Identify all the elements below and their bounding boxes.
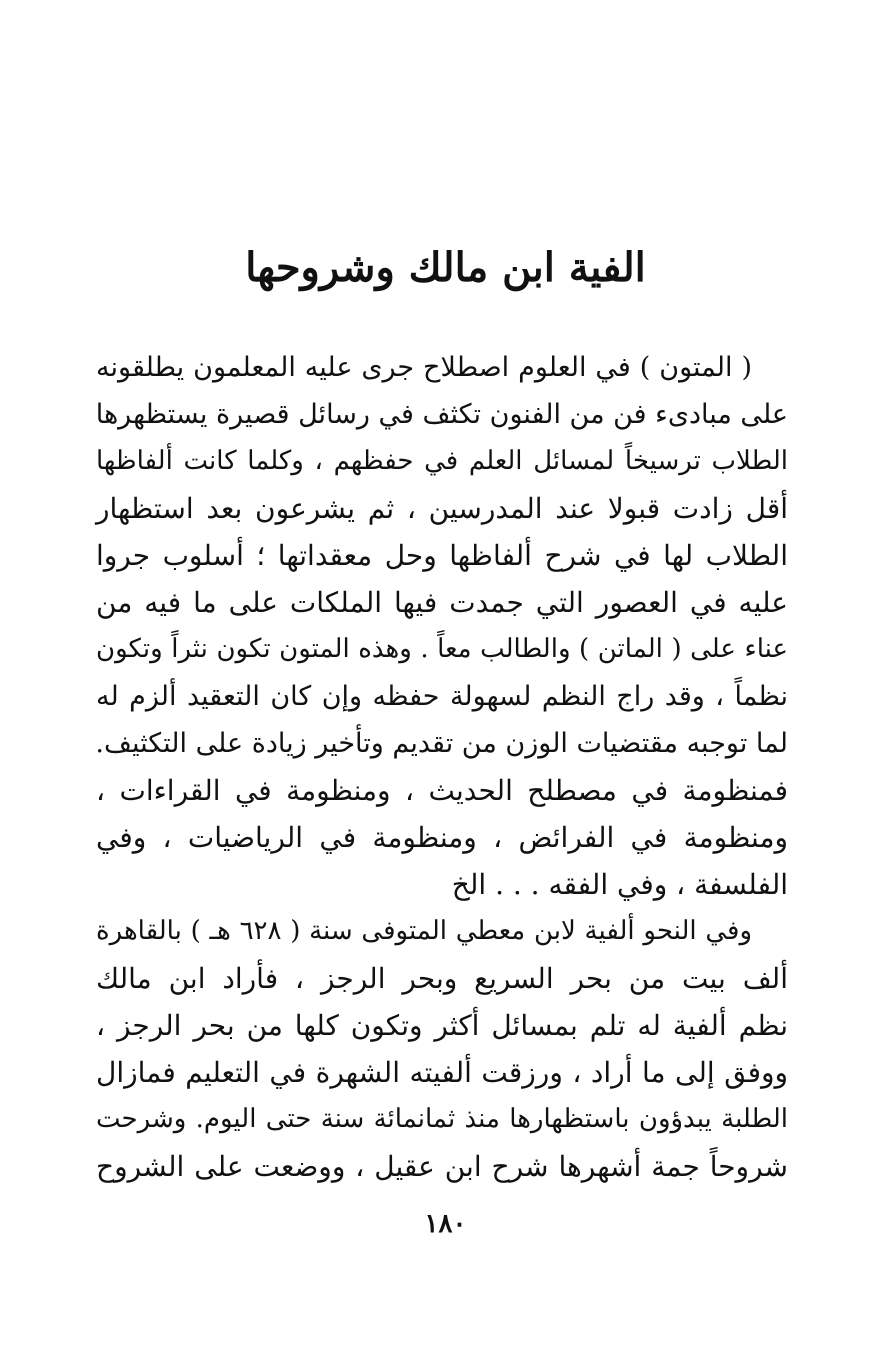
text-line: عليه في العصور التي جمدت فيها الملكات على ما فيه من xyxy=(96,586,788,619)
text-line: ومنظومة في الفرائض ، ومنظومة في الرياضيات ، وفي xyxy=(96,821,788,854)
chapter-title: الفية ابن مالك وشروحها xyxy=(245,244,646,291)
text-line: ألف بيت من بحر السريع وبحر الرجز ، فأراد ابن مالك xyxy=(96,962,788,995)
text-line: لما توجبه مقتضيات الوزن من تقديم وتأخير زيادة على التكثيف. xyxy=(95,728,788,759)
paragraph-2 xyxy=(96,908,788,1190)
text-line: الفلسفة ، وفي الفقه . . . الخ xyxy=(451,868,788,901)
text-line: الطلاب لها في شرح ألفاظها وحل معقداتها ؛ أسلوب جروا xyxy=(96,539,788,572)
text-line: شروحاً جمة أشهرها شرح ابن عقيل ، ووضعت على الشروح xyxy=(96,1150,788,1183)
text-line: فمنظومة في مصطلح الحديث ، ومنظومة في القراءات ، xyxy=(96,774,788,807)
paragraph-1 xyxy=(96,344,788,908)
text-line: الطلاب ترسيخاً لمسائل العلم في حفظهم ، وكلما كانت ألفاظها xyxy=(96,446,788,476)
text-line: الطلبة يبدؤون باستظهارها منذ ثمانمائة سنة حتى اليوم. وشرحت xyxy=(96,1104,788,1134)
page-number: ١٨٠ xyxy=(424,1209,467,1239)
text-line: عناء على ( الماتن ) والطالب معاً . وهذه المتون تكون نثراً وتكون xyxy=(96,634,788,664)
text-line: وفي النحو ألفية لابن معطي المتوفى سنة ( ٦٢٨ هـ ) بالقاهرة xyxy=(96,916,752,946)
text-line: نظماً ، وقد راج النظم لسهولة حفظه وإن كان التعقيد ألزم له xyxy=(96,681,788,712)
text-line: على مبادىء فن من الفنون تكثف في رسائل قصيرة يستظهرها xyxy=(95,399,788,430)
text-line: ووفق إلى ما أراد ، ورزقت ألفيته الشهرة في التعليم فمازال xyxy=(96,1056,789,1089)
text-line: نظم ألفية له تلم بمسائل أكثر وتكون كلها من بحر الرجز ، xyxy=(96,1009,788,1042)
text-line: أقل زادت قبولا عند المدرسين ، ثم يشرعون بعد استظهار xyxy=(96,492,788,525)
text-line: ( المتون ) في العلوم اصطلاح جرى عليه المعلمون يطلقونه xyxy=(96,352,752,383)
